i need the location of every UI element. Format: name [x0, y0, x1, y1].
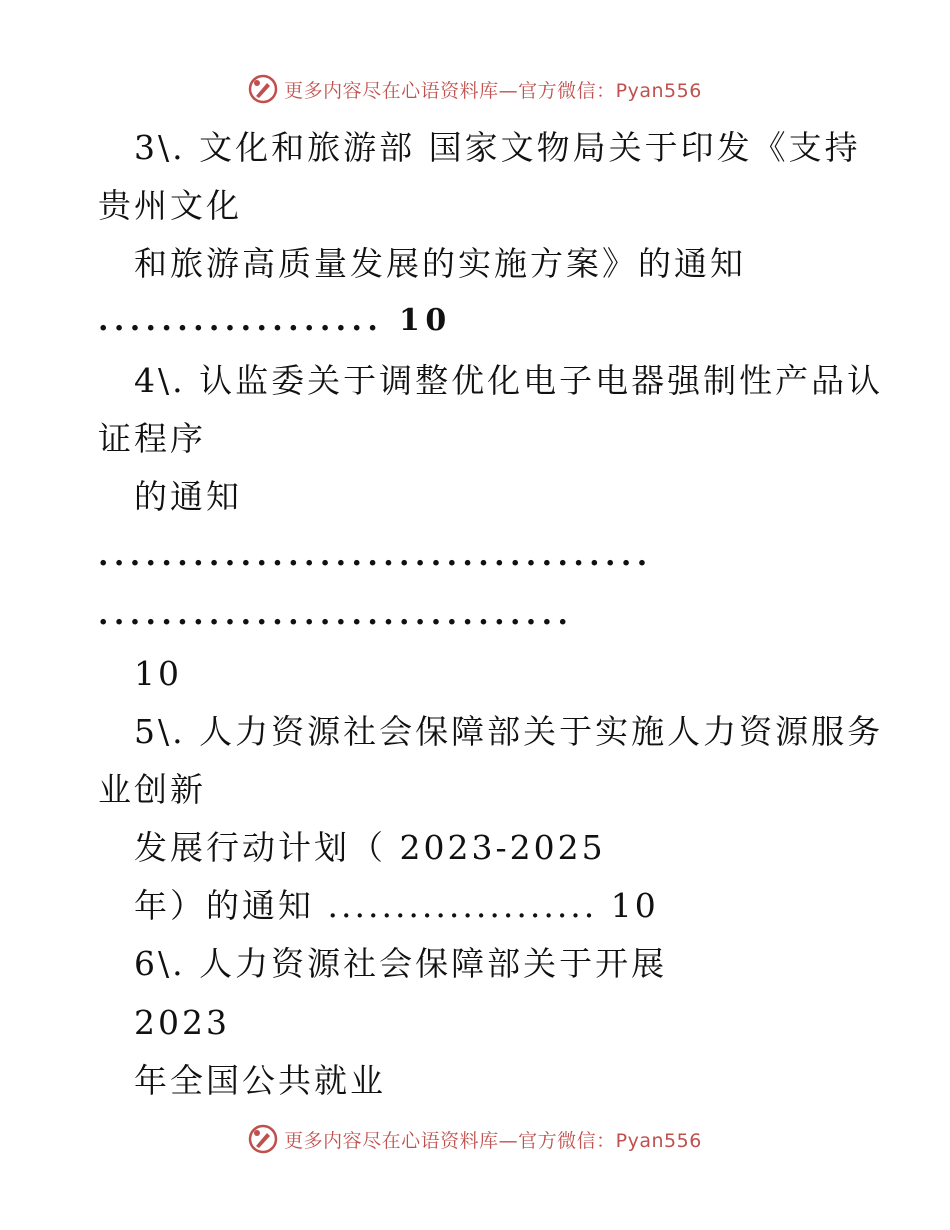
toc-item-4-page: 10	[134, 654, 182, 693]
toc-item-5-title-cont2: 发展行动计划（ 2023-2025	[134, 828, 606, 867]
watermark-footer	[0, 1124, 950, 1154]
toc-item-4-leader-cont: ..............................	[98, 597, 574, 632]
toc-item-4-title-cont2: 的通知	[134, 477, 242, 516]
toc-item-3-title-cont2: 和旅游高质量发展的实施方案》的通知	[134, 244, 746, 283]
watermark-text: 更多内容尽在心语资料库—官方微信：Pyan556	[284, 1129, 702, 1152]
toc-item-5-title: 5\. 人力资源社会保障部关于实施人力资源服务	[134, 712, 884, 751]
toc-item-5-title-cont: 业创新	[98, 770, 206, 809]
toc-item-4-leader: ...................................	[98, 538, 653, 573]
toc-item-3-title-cont: 贵州文化	[98, 186, 242, 225]
toc-item-6-title: 6\. 人力资源社会保障部关于开展	[134, 944, 668, 983]
toc-item-4-title: 4\. 认监委关于调整优化电子电器强制性产品认	[134, 361, 884, 400]
toc-item-3-title: 3\. 文化和旅游部 国家文物局关于印发《支持	[134, 128, 861, 167]
toc-item-6-title-cont2: 年全国公共就业	[134, 1061, 386, 1100]
toc-item-5-title-cont3: 年）的通知 .................... 10	[134, 886, 659, 925]
pen-logo-icon	[248, 1124, 278, 1154]
toc-item-4-title-cont: 证程序	[98, 419, 206, 458]
watermark-text: 更多内容尽在心语资料库—官方微信：Pyan556	[284, 79, 702, 102]
toc-item-3-leader: .................. 10	[98, 303, 452, 338]
toc-item-6-title-cont: 2023	[134, 1003, 230, 1042]
